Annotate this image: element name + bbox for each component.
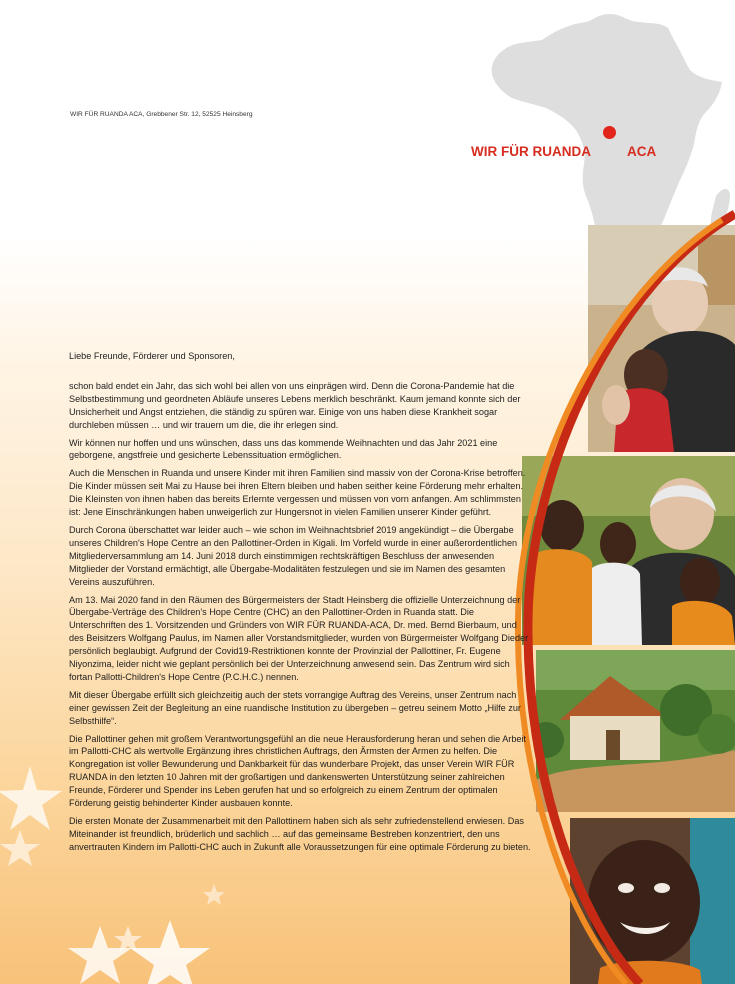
photo-hug bbox=[588, 225, 735, 452]
letter-paragraph: Die ersten Monate der Zusammenarbeit mit den Pallottinern haben sich als sehr zufriedenstellend erwiesen. Das Miteinander ist freundlich, brüderlich und sachlich … auf das gemeinsame Bestreben konzentriert, den uns anvertrauten Kindern im Pallotti-CHC auch in Zukunft alle Voraussetzungen für eine optimale Förderung zu bieten. bbox=[69, 816, 531, 852]
letter-paragraph: Mit dieser Übergabe erfüllt sich gleichzeitig auch der stets vorrangige Auftrag des Vereins, unser Zentrum nach einer gewissen Zeit der Begleitung an eine ruandische Institution zu übergeben – getreu seinem Motto „Hilfe zur Selbsthilfe“. bbox=[69, 689, 521, 726]
letter-body bbox=[69, 350, 531, 859]
sender-address-line: WIR FÜR RUANDA ACA, Grebbener Str. 12, 52525 Heinsberg bbox=[70, 111, 253, 118]
letter-paragraph: Durch Corona überschattet war leider auch – wie schon im Weihnachtsbrief 2019 angekündigt – die Übergabe unseres Children's Hope Centre an den Pallottiner-Orden in Kigali. Im Vorfeld wurde in einer außerordentlichen Mitgliederversammlung am 14. Juni 2018 durch einstimmigen rechtskräftigen Beschluss der anwesenden Mitglieder der Vorstand ermächtigt, alle Übergabe-Modalitäten festzulegen und sie im Namen des gesamten Vereins auszuführen. bbox=[69, 524, 518, 587]
photo-smiling-child bbox=[570, 818, 735, 984]
letter-paragraph: schon bald endet ein Jahr, das sich wohl bei allen von uns einprägen wird. Denn die Corona-Pandemie hat die Selbstbestimmung und geordneten Abläufe unseres Lebens merklich beschränkt. Kaum jemand konnte sich der Unsicherheit und Angst entziehen, die ständig zu spüren war. Einige von uns haben diese Krankheit sogar durchleben müssen … und wir trauern um die, die ihr erlegen sind. bbox=[69, 380, 521, 430]
photo-children-reading bbox=[522, 456, 735, 645]
brand-name: WIR FÜR RUANDA bbox=[471, 144, 591, 159]
letter-greeting: Liebe Freunde, Förderer und Sponsoren, bbox=[69, 351, 235, 361]
letter-paragraph: Auch die Menschen in Ruanda und unsere Kinder mit ihren Familien sind massiv von der Corona-Krise betroffen. Die Kinder müssen seit Mai zu Hause bei ihren Eltern bleiben und haben seither keine Förderung mehr erhalten. Die Kleinsten von ihnen haben das bereits Erlernte vergessen und müssen von vorn anfangen. Am schlimmsten ist: Jene Einschränkungen haben unweigerlich zur Hungersnot in vielen Familien unserer Kinder geführt. bbox=[69, 468, 526, 518]
brand-suffix: ACA bbox=[627, 144, 657, 159]
photo-centre-building bbox=[536, 650, 735, 812]
letter-paragraph: Wir können nur hoffen und uns wünschen, dass uns das kommende Weihnachten und das Jahr 2021 eine geborgene, angstfreie und gesicherte Lebenssituation ermöglichen. bbox=[69, 437, 498, 461]
letter-paragraph: Am 13. Mai 2020 fand in den Räumen des Bürgermeisters der Stadt Heinsberg die offizielle Unterzeichnung der Übergabe-Verträge des Children's Hope Centre (CHC) an den Pallottiner-Orden in Ruanda statt. Die Unterschriften des 1. Vorsitzenden und Gründers von WIR FÜR RUANDA-ACA, Dr. med. Bernd Bierbaum, und des Beisitzers Wolfgang Paulus, im Namen aller Vorstandsmitglieder, wurden von Bürgermeister Wolfgang Dieder persönlich beglaubigt. Aufgrund der Covid19-Restriktionen konnte der Provinzial der Pallottiner, Fr. Eugene Niyonzima, leider nicht wie geplant persönlich bei der Unterzeichnung anwesend sein. Das Zentrum wird sich fortan Pallotti-Children's Hope Centre (P.C.H.C.) nennen. bbox=[69, 594, 529, 682]
letter-paragraph: Die Pallottiner gehen mit großem Verantwortungsgefühl an die neue Herausforderung heran und sehen die Arbeit im Pallotti-CHC als wertvolle Ergänzung ihres christlichen Auftrags, den Ärmsten der Armen zu helfen. Die Kongregation ist voller Bewunderung und Dankbarkeit für das wunderbare Projekt, das unser Verein WIR FÜR RUANDA in den letzten 10 Jahren mit der großartigen und dankenswerten Unterstützung seiner zahlreichen Freunde, Förderer und Spender ins Leben gerufen hat und so erfolgreich zu einem Zentrum der optimalen Förderung geistig behinderter Kinder ausbauen konnte. bbox=[69, 733, 527, 809]
location-dot bbox=[603, 126, 616, 139]
